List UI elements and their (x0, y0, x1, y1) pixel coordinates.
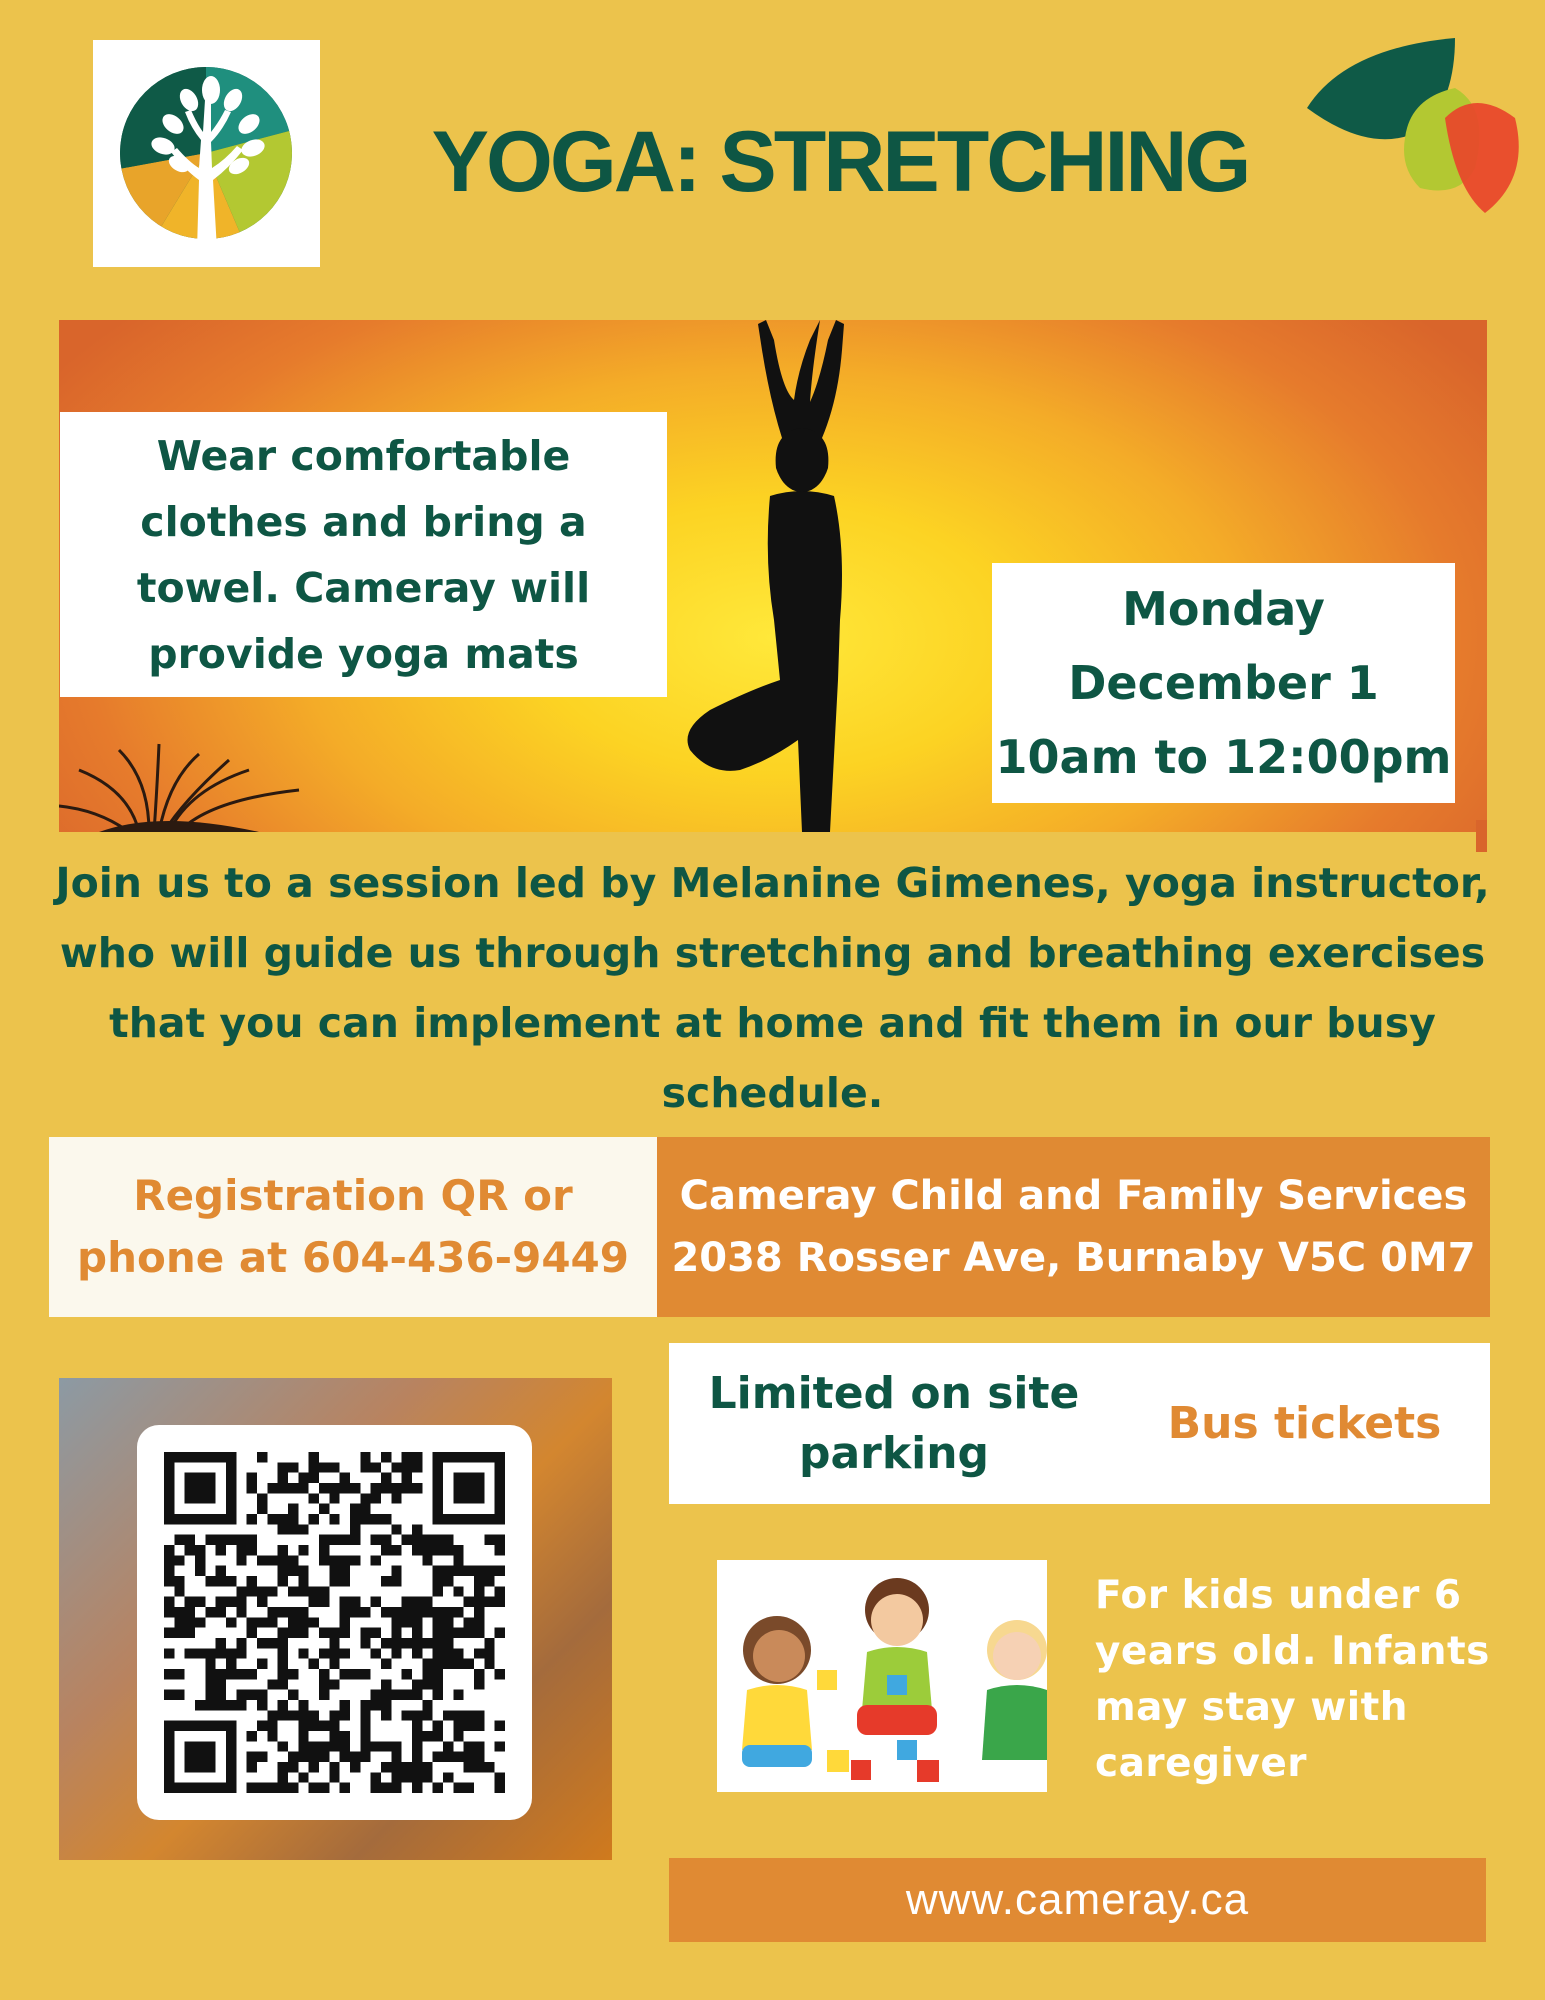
bus-tickets-info: Bus tickets (1167, 1398, 1442, 1449)
registration-line-1: Registration QR or (133, 1171, 573, 1220)
grass-icon (59, 740, 319, 832)
website-link[interactable]: www.cameray.ca (905, 1875, 1250, 1924)
qr-code-icon[interactable] (164, 1452, 505, 1793)
tree-logo-icon (93, 40, 320, 267)
event-date-box (992, 563, 1455, 803)
parking-info: Limited on site parking (708, 1367, 1080, 1479)
what-to-bring-text: Wear comfortable clothes and bring a towel. Cameray will provide yoga mats (136, 431, 591, 678)
kids-illustration (717, 1560, 1047, 1792)
address-box (657, 1137, 1490, 1317)
what-to-bring-box (60, 412, 667, 697)
street-address: 2038 Rosser Ave, Burnaby V5C 0M7 (671, 1235, 1476, 1281)
event-date: December 1 (1068, 656, 1379, 710)
amenities-box (669, 1343, 1490, 1504)
event-day: Monday (1122, 582, 1325, 636)
leaves-decoration (1305, 28, 1527, 218)
leaves-icon (1305, 28, 1527, 218)
registration-phone[interactable]: phone at 604-436-9449 (77, 1233, 629, 1282)
website-box[interactable] (669, 1858, 1486, 1942)
logo (93, 40, 320, 267)
age-info: For kids under 6 years old. Infants may stay with caregiver (1095, 1573, 1490, 1786)
event-description: Join us to a session led by Melanine Gimenes, yoga instructor, who will guide us through stretching and breathing exercises that you can implement at home and fit them in our busy schedule. (55, 859, 1490, 1117)
qr-code[interactable] (164, 1452, 505, 1793)
organization-name: Cameray Child and Family Services (679, 1173, 1468, 1219)
yoga-silhouette-image (670, 320, 940, 832)
page-title: YOGA: STRETCHING (431, 114, 1249, 210)
children-playing-icon (717, 1560, 1047, 1792)
event-time: 10am to 12:00pm (995, 730, 1452, 784)
yoga-pose-icon (670, 320, 940, 832)
grass-silhouette (59, 740, 319, 832)
registration-box (49, 1137, 657, 1317)
